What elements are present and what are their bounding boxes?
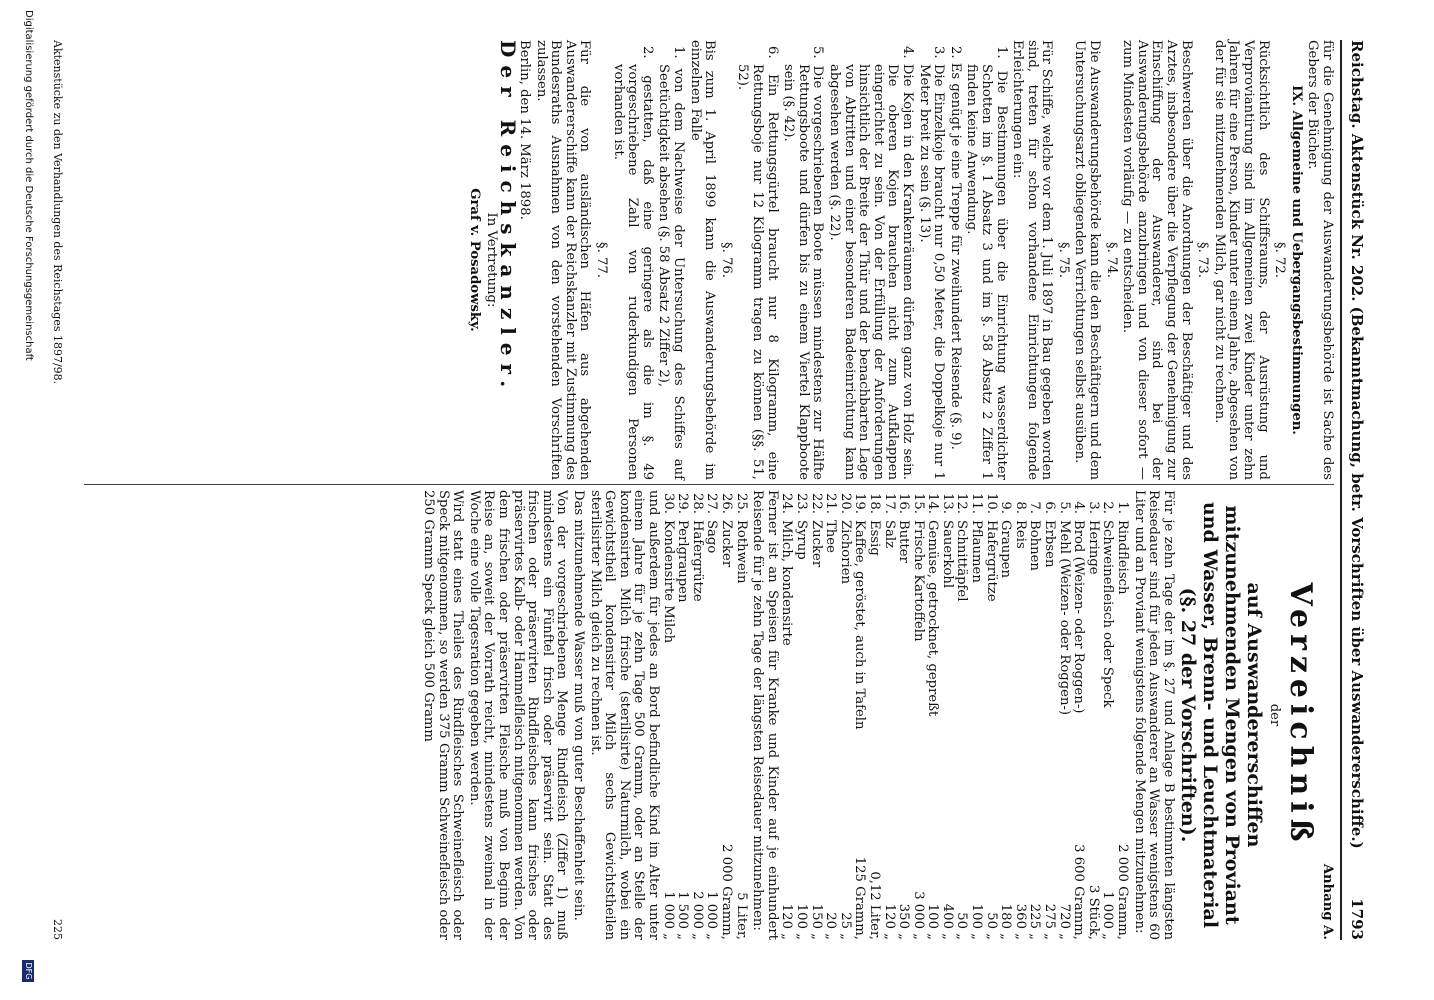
item-name: Hafergrütze xyxy=(689,520,705,602)
list-item xyxy=(1041,490,1056,940)
item-number: 25. xyxy=(733,493,749,514)
list-item xyxy=(896,490,911,940)
item-name: Zichorien xyxy=(837,520,853,585)
list-item xyxy=(1012,490,1027,940)
paragraph: Ferner ist an Speisen für Kranke und Kinder auf je einhundert Reisende für je zehn Tage der längsten Reisedauer mitzunehmen: xyxy=(750,490,780,940)
list-item xyxy=(866,490,881,940)
item-quantity: 120 „ xyxy=(779,903,795,940)
list-item xyxy=(660,490,675,940)
item-number: 27. xyxy=(704,493,720,514)
dfg-logo: DFG xyxy=(22,960,34,982)
item-number: 9. xyxy=(998,501,1014,514)
item-quantity: 100 „ xyxy=(793,903,809,940)
paragraph-number: §. 73. xyxy=(1195,242,1211,278)
item-number: 12. xyxy=(954,493,970,514)
item-quantity: 100 „ xyxy=(925,903,941,940)
list-item: 2. Es genügt je eine Treppe für zweihundert Reisende (§. 9). xyxy=(947,46,963,450)
list-item xyxy=(939,490,954,940)
list-item xyxy=(1056,490,1071,940)
item-number: 21. xyxy=(823,493,839,514)
item-number: 22. xyxy=(808,493,824,514)
list-item xyxy=(1027,490,1042,940)
list-item: 1. Die Bestimmungen über die Einrichtung wasserdichter Schotten im §. 1 Absatz 3 und im §. 58 Absatz 2 Ziffer 1 finden keine Anwendung. xyxy=(964,46,1009,480)
item-name: Butter xyxy=(896,520,912,563)
section-heading: IX. Allgemeine und Uebergangsbestimmungen. xyxy=(1288,85,1304,435)
list-item xyxy=(1071,490,1086,940)
item-number: 23. xyxy=(793,493,809,514)
list-item xyxy=(689,490,704,940)
item-number: 18. xyxy=(866,493,882,514)
item-quantity: 225 „ xyxy=(1027,903,1043,940)
right-column xyxy=(419,490,1334,940)
list-item xyxy=(718,490,733,940)
item-quantity: 25 „ xyxy=(837,912,853,940)
list-item xyxy=(1100,490,1115,940)
item-number: 13. xyxy=(939,493,955,514)
list-item xyxy=(823,490,838,940)
item-number: 24. xyxy=(779,493,795,514)
item-number: 16. xyxy=(896,493,912,514)
item-number: 8. xyxy=(1012,501,1028,514)
item-number: 11. xyxy=(969,493,985,514)
item-name: Syrup xyxy=(793,520,809,560)
item-number: 29. xyxy=(675,493,691,514)
item-quantity: 0,12 Liter, xyxy=(866,871,882,940)
item-name: Salz xyxy=(881,520,897,549)
item-name: Zucker xyxy=(808,520,824,568)
appendix-title: Verzeichniß xyxy=(1283,582,1319,848)
item-number: 3. xyxy=(1085,501,1101,514)
item-name: Zucker xyxy=(719,520,734,568)
item-name: Brod (Weizen- oder Roggen-) xyxy=(1071,520,1087,714)
deputy-line: In Vertretung: xyxy=(483,212,499,308)
item-quantity: 3 Stück, xyxy=(1085,885,1101,940)
item-number: 19. xyxy=(852,493,868,514)
list-item: 3. Die Einzelkoje braucht nur 0,50 Meter, die Doppelkoje nur 1 Meter breit zu sein (§. 13). xyxy=(916,46,947,480)
list-item xyxy=(704,490,719,940)
item-name: Essig xyxy=(866,520,882,556)
item-number: 4. xyxy=(1071,501,1087,514)
paragraph: Von der vorgeschriebenen Menge Rindfleisch (Ziffer 1) muß mindestens ein Fünftel frisch oder präservirt sein. Statt des frischen oder präservirten Rindfleisches kann frisches oder präservirtes Kalb- oder Hammelfleisch mitgenommen werden. Von dem frischen oder präservirten Fleische muß von Beginn der Reise an, soweit der Vorrath reicht, mindestens zweimal in der Woche eine volle Tagesration gegeben werden. xyxy=(466,490,570,940)
item-quantity: 5 Liter, xyxy=(733,892,749,940)
paragraph-number: §. 77. xyxy=(594,242,610,278)
paragraph-number: §. 72. xyxy=(1272,242,1288,278)
list-item xyxy=(910,490,925,940)
item-quantity: 360 „ xyxy=(1012,903,1028,940)
item-name: Milch, kondensirte xyxy=(779,520,795,646)
list-item xyxy=(779,490,794,940)
list-item xyxy=(852,490,867,940)
item-name: Pflaumen xyxy=(969,520,985,583)
item-number: 7. xyxy=(1027,501,1043,514)
paragraph: Beschwerden über die Anordnungen der Beschäftiger und des Arztes, insbesondere über die Verpflegung der Genehmigung zur Einschiffung der Auswanderer, sind bei der Auswanderungsbehörde anzubringen und von dieser sofort — zum Mindesten vorläufig — zu entscheiden. xyxy=(1120,40,1194,480)
item-quantity: 1 500 „ xyxy=(675,891,691,940)
footer xyxy=(51,40,64,940)
item-number: 2. xyxy=(1100,501,1116,514)
list-item xyxy=(969,490,984,940)
item-name: Heringe xyxy=(1085,520,1101,575)
digitization-credit: Digitalisierung gefördert durch die Deutsche Forschungsgemeinschaft xyxy=(23,10,34,361)
list-item: 6. Ein Rettungsgürtel braucht nur 8 Kilogramm, eine Rettungsboje nur 12 Kilogramm tragen zu können (§§. 51, 52). xyxy=(735,46,780,480)
item-number: 17. xyxy=(881,493,897,514)
item-quantity: 275 „ xyxy=(1042,903,1058,940)
item-quantity: 50 „ xyxy=(983,912,999,940)
list-item xyxy=(881,490,896,940)
list-item: 1. von dem Nachweise der Untersuchung des Schiffes auf Seetüchtigkeit absehen (§. 58 Absatz 2 Ziffer 2), xyxy=(656,46,687,480)
item-number: 15. xyxy=(910,493,926,514)
item-name: Schweinefleisch oder Speck xyxy=(1100,520,1116,708)
appendix-label: Anhang A. xyxy=(1320,863,1335,940)
item-quantity: 3 000 „ xyxy=(910,891,926,940)
signer-title: Der Reichskanzler. xyxy=(495,40,520,396)
item-quantity: 180 „ xyxy=(998,903,1014,940)
item-number: 28. xyxy=(689,493,705,514)
item-name: Graupen xyxy=(998,520,1014,578)
item-quantity: 20 „ xyxy=(823,912,839,940)
item-quantity: 350 „ xyxy=(896,903,912,940)
item-name: Reis xyxy=(1012,520,1028,549)
footer-title: Aktenstücke zu den Verhandlungen des Reichstages 1897/98. xyxy=(51,40,64,385)
list-item xyxy=(837,490,852,940)
item-name: Rothwein xyxy=(733,520,749,584)
provisions-list xyxy=(779,490,1129,940)
item-name: Kaffee, geröstet, auch in Tafeln xyxy=(852,520,868,730)
date-line: Berlin, den 14. März 1898. xyxy=(517,40,533,220)
paragraph-number: §. 75. xyxy=(1055,242,1071,278)
item-name: Thee xyxy=(823,520,839,553)
list-item: 5. Die vorgeschriebenen Boote müssen mindestens zur Hälfte Rettungsboote und dürfen bis zu einem Viertel Klappboote sein (§. 42). xyxy=(781,46,826,480)
item-number: 26. xyxy=(719,493,734,514)
paragraph-number: §. 74. xyxy=(1103,242,1119,278)
item-name: Mehl (Weizen- oder Roggen-) xyxy=(1056,520,1072,716)
paragraph: Das mitzunehmende Wasser muß von guter Beschaffenheit sein. xyxy=(571,490,587,921)
item-quantity: 1 000 „ xyxy=(1100,891,1116,940)
item-quantity: 100 „ xyxy=(969,903,985,940)
item-number: 20. xyxy=(837,493,853,514)
item-name: Bohnen xyxy=(1027,520,1043,571)
list-item: 4. Die Kojen in den Krankenräumen dürfen ganz von Holz sein. Die oberen Kojen brauchen nicht zum Aufklappen eingerichtet zu sein. Von der Erfüllung der Anforderungen hinsichtlich der Breite der Thür und der benachbarten Lage von Abtritten und einer besonderen Badeeinrichtung kann abgesehen werden (§. 22). xyxy=(827,46,915,480)
list-item xyxy=(733,490,748,940)
signer-name: Graf v. Posadowsky. xyxy=(467,188,483,332)
appendix-subtitle: auf Auswandererschiffen mitzunehmenden Mengen von Proviant und Wasser, Brenn- und Leuchtmaterial (§. 27 der Vorschriften). xyxy=(1176,501,1265,929)
item-number: 10. xyxy=(983,493,999,514)
item-quantity: 2 000 „ xyxy=(689,891,705,940)
list-item xyxy=(925,490,940,940)
item-number: 1. xyxy=(1115,501,1131,514)
paragraph: Rücksichtlich des Schiffsraums, der Ausrüstung und Verproviantirung sind im Allgemeinen zwei Kinder unter zehn Jahren für eine Person, Kinder unter einem Jahre, abgesehen von der für sie mitzunehmenden Milch, gar nicht zu rechnen. xyxy=(1211,40,1271,480)
list-item xyxy=(808,490,823,940)
item-name: Erbsen xyxy=(1042,520,1058,568)
item-name: Hafergrütze xyxy=(983,520,999,602)
paragraph: Wird statt eines Theiles des Rindfleisches Schweinefleisch oder Speck mitgenommen, so werden 375 Gramm Schweinefleisch oder 250 Gramm Speck gleich 500 Gramm xyxy=(421,490,466,940)
item-name: Schnittäpfel xyxy=(954,520,970,602)
list-item xyxy=(983,490,998,940)
item-quantity: 720 „ xyxy=(1056,903,1072,940)
item-number: 14. xyxy=(925,493,941,514)
paragraph: Für Schiffe, welche vor dem 1. Juli 1897 in Bau gegeben worden sind, treten für schon vorhandene Einrichtungen folgende Erleichterungen ein: xyxy=(1010,40,1055,480)
list-item xyxy=(793,490,808,940)
footer-page: 225 xyxy=(51,919,64,940)
item-name: Gemüse, getrocknet, gepreßt xyxy=(925,520,941,717)
running-header xyxy=(1344,40,1366,940)
item-quantity: 3 600 Gramm, xyxy=(1071,844,1087,940)
header-rule xyxy=(1340,40,1342,940)
column-divider xyxy=(84,484,1334,485)
page-number: 1793 xyxy=(1348,898,1366,940)
item-name: Sago xyxy=(704,520,720,554)
item-quantity: 400 „ xyxy=(939,903,955,940)
paragraph-number: §. 76. xyxy=(718,242,734,278)
item-quantity: 120 „ xyxy=(881,903,897,940)
item-name: Rindfleisch xyxy=(1115,520,1131,595)
item-quantity: 50 „ xyxy=(954,912,970,940)
item-number: 30. xyxy=(660,493,676,514)
item-quantity: 150 „ xyxy=(808,903,824,940)
header-title: Reichstag. Aktenstück Nr. 202. (Bekanntmachung, betr. Vorschriften über Auswandererschiffe.) xyxy=(1348,40,1366,849)
list-item xyxy=(954,490,969,940)
item-name: Perlgraupen xyxy=(675,520,691,603)
sick-provisions-list xyxy=(660,490,748,940)
paragraph: Die Auswanderungsbehörde kann die den Beschäftigern und dem Untersuchungsarzt obliegenden Verrichtungen selbst ausüben. xyxy=(1072,40,1103,481)
item-quantity: 125 Gramm, xyxy=(852,856,868,940)
appendix-der: der xyxy=(1267,703,1283,727)
paragraph: Für die von ausländischen Häfen aus abgehenden Auswandererschiffe kann der Reichskanzler mit Zustimmung des Bundesraths Ausnahmen von den vorstehenden Vorschriften zulassen. xyxy=(533,40,593,480)
item-name: Sauerkohl xyxy=(939,520,955,589)
item-number: 6. xyxy=(1042,501,1058,514)
paragraph: Für je zehn Tage der im §. 27 und Anlage B bestimmten längsten Reisedauer sind für jeden Auswanderer an Wasser wenigstens 60 Liter und an Proviant wenigstens folgende Mengen mitzunehmen: xyxy=(1131,490,1176,940)
paragraph: Bis zum 1. April 1899 kann die Auswanderungsbehörde im einzelnen Falle xyxy=(687,40,718,480)
list-item xyxy=(998,490,1013,940)
left-column xyxy=(465,40,1334,480)
list-item xyxy=(1085,490,1100,940)
item-quantity: 2 000 Gramm, xyxy=(719,844,734,940)
item-quantity: 1 000 „ xyxy=(704,891,720,940)
paragraph: und außerdem für jedes an Bord befindliche Kind im Alter unter einem Jahre für je zehn Tage 500 Gramm, oder an Stelle der kondensirten Milch frische (sterilisirte) Naturmilch, wobei ein Gewichtstheil kondensirter Milch sechs Gewichtstheilen sterilisirter Milch gleich zu rechnen ist. xyxy=(587,490,662,940)
list-item xyxy=(675,490,690,940)
list-item: 2. gestatten, daß eine geringere als die im §. 49 vorgeschriebene Zahl von ruderkundigen Personen vorhanden ist. xyxy=(610,46,655,480)
item-name: Frische Kartoffeln xyxy=(910,520,926,642)
item-quantity: 1 000 „ xyxy=(660,891,676,940)
item-number: 5. xyxy=(1056,501,1072,514)
item-quantity: 2 000 Gramm, xyxy=(1115,844,1131,940)
list-item xyxy=(1114,490,1129,940)
paragraph: für die Genehmigung der Auswanderungsbehörde ist Sache des Gebers der Bücher. xyxy=(1305,40,1335,480)
item-name: Kondensirte Milch xyxy=(660,520,676,644)
